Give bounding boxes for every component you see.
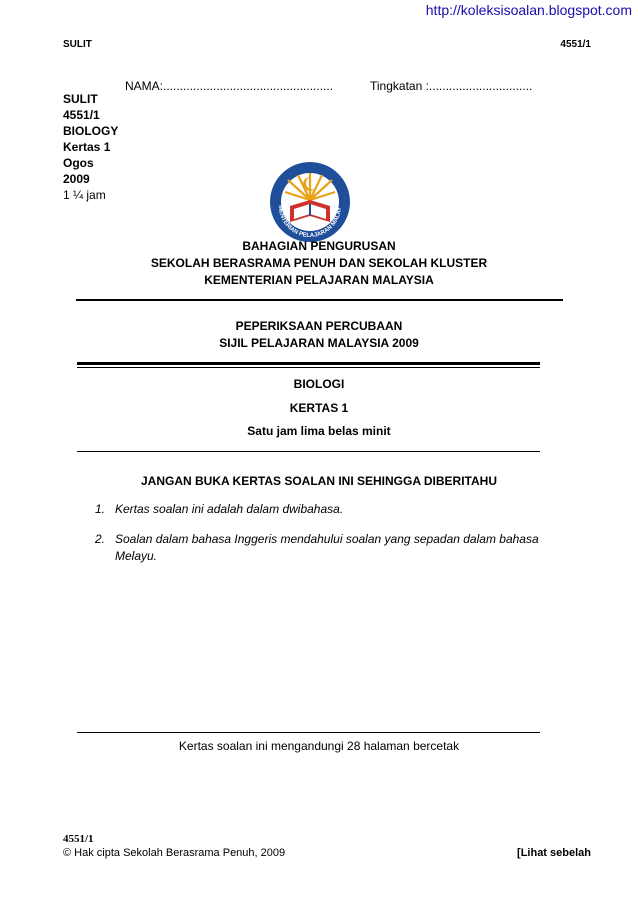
instruction-number: 2.	[95, 532, 106, 546]
meta-paper: Kertas 1	[63, 140, 111, 154]
instructions-list	[95, 501, 545, 578]
divider-top	[76, 299, 563, 301]
meta-year: 2009	[63, 172, 90, 186]
header-code: 4551/1	[560, 39, 591, 50]
logo-text: MENTERIAN PELAJARAN MALAY	[276, 205, 344, 240]
meta-code: 4551/1	[63, 108, 100, 122]
logo-emblem	[268, 160, 352, 244]
organisation-line-1: BAHAGIAN PENGURUSAN	[242, 239, 396, 253]
instruction-number: 1.	[95, 502, 106, 516]
page-count-note: Kertas soalan ini mengandungi 28 halaman bercetak	[178, 739, 460, 753]
exam-subtitle: SIJIL PELAJARAN MALAYSIA 2009	[219, 336, 419, 350]
organisation-line-3: KEMENTERIAN PELAJARAN MALAYSIA	[204, 273, 434, 287]
kementerian-pelajaran-malaysia-logo	[268, 160, 352, 244]
footer-copyright: © Hak cipta Sekolah Berasrama Penuh, 2009	[63, 847, 286, 859]
organisation-line-2: SEKOLAH BERASRAMA PENUH DAN SEKOLAH KLUSTER	[150, 256, 488, 270]
divider-mid	[77, 451, 540, 452]
meta-sulit: SULIT	[63, 92, 98, 106]
subject-paper: KERTAS 1	[289, 401, 349, 415]
divider-double-2	[77, 367, 540, 368]
warning-text: JANGAN BUKA KERTAS SOALAN INI SEHINGGA DIBERITAHU	[140, 474, 497, 488]
organisation-block	[0, 238, 638, 289]
meta-month: Ogos	[63, 156, 94, 170]
meta-subject: BIOLOGY	[63, 124, 119, 138]
nama-field: NAMA:...................................................	[125, 79, 334, 93]
divider-bottom	[77, 732, 540, 733]
instruction-text: Kertas soalan ini adalah dalam dwibahasa.	[115, 502, 344, 516]
footer-code: 4551/1	[63, 833, 94, 845]
instruction-item	[95, 531, 545, 565]
header-sulit: SULIT	[63, 39, 92, 50]
subject-name: BIOLOGI	[293, 377, 345, 391]
exam-block	[0, 318, 638, 352]
source-url[interactable]: http://koleksisoalan.blogspot.com	[425, 2, 632, 18]
instruction-item	[95, 501, 545, 518]
instruction-text: Soalan dalam bahasa Inggeris mendahului soalan yang sepadan dalam bahasa Melayu.	[115, 532, 539, 563]
footer-next-page: [Lihat sebelah	[517, 847, 591, 859]
meta-duration: 1 ¼ jam	[63, 188, 106, 202]
exam-title: PEPERIKSAAN PERCUBAAN	[235, 319, 403, 333]
tingkatan-field: Tingkatan :...............................	[370, 79, 533, 93]
divider-double-1	[77, 362, 540, 365]
subject-duration: Satu jam lima belas minit	[247, 424, 391, 438]
paper-meta	[63, 91, 118, 203]
